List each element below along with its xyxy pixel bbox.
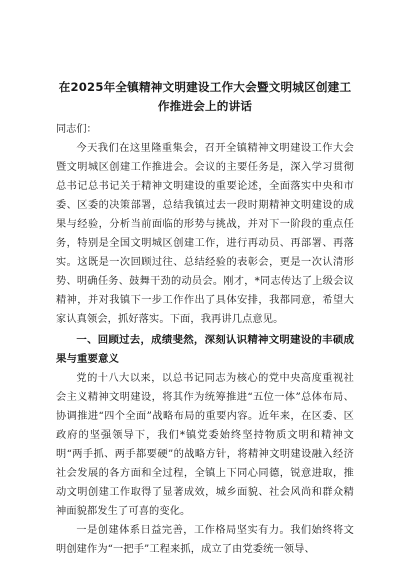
document-page [56, 78, 354, 559]
section-paragraph: 党的十八大以来，以总书记同志为核心的党中央高度重视社会主义精神文明建设，将其作为统筹推进“五位一体”总体布局、协调推进“四个全面”战略布局的重要内容。近年来，在区委、区政府的坚强领导下，我们*镇党委始终坚持物质文明和精神文明“两手抓、两手都要硬”的战略方针，将精神文明建设融入经济社会发展的各方面和全过程，全镇上下同心同德，锐意进取，推动文明创建工作取得了显著成效，城乡面貌、社会风尚和群众精神面貌都发生了可喜的变化。 [56, 373, 354, 517]
section-heading: 一、回顾过去，成绩斐然，深刻认识精神文明建设的丰硕成果与重要意义 [56, 334, 354, 365]
document-title: 在2025年全镇精神文明建设工作大会暨文明城区创建工作推进会上的讲话 [58, 80, 352, 113]
salutation: 同志们： [56, 124, 97, 135]
section-paragraph: 一是创建体系日益完善，工作格局坚实有力。我们始终将文明创建作为“一把手”工程来抓，成立了由党委统一领导、 [56, 525, 354, 555]
intro-paragraph: 今天我们在这里隆重集会，召开全镇精神文明建设工作大会暨文明城区创建工作推进会。会议的主要任务是，深入学习贯彻总书记总书记关于精神文明建设的重要论述，全面落实中央和市委、区委的决策部署，总结我镇过去一段时期精神文明建设的成果与经验，分析当前面临的形势与挑战，并对下一阶段的重点任务，特别是全国文明城区创建工作，进行再动员、再部署、再落实。这既是一次回顾过往、总结经验的表彰会，更是一次认清形势、明确任务、鼓舞干劲的动员会。刚才，*同志传达了上级会议精神，并对我镇下一步工作作出了具体安排，我都同意，希望大家认真领会，抓好落实。下面，我再讲几点意见。 [56, 143, 354, 325]
